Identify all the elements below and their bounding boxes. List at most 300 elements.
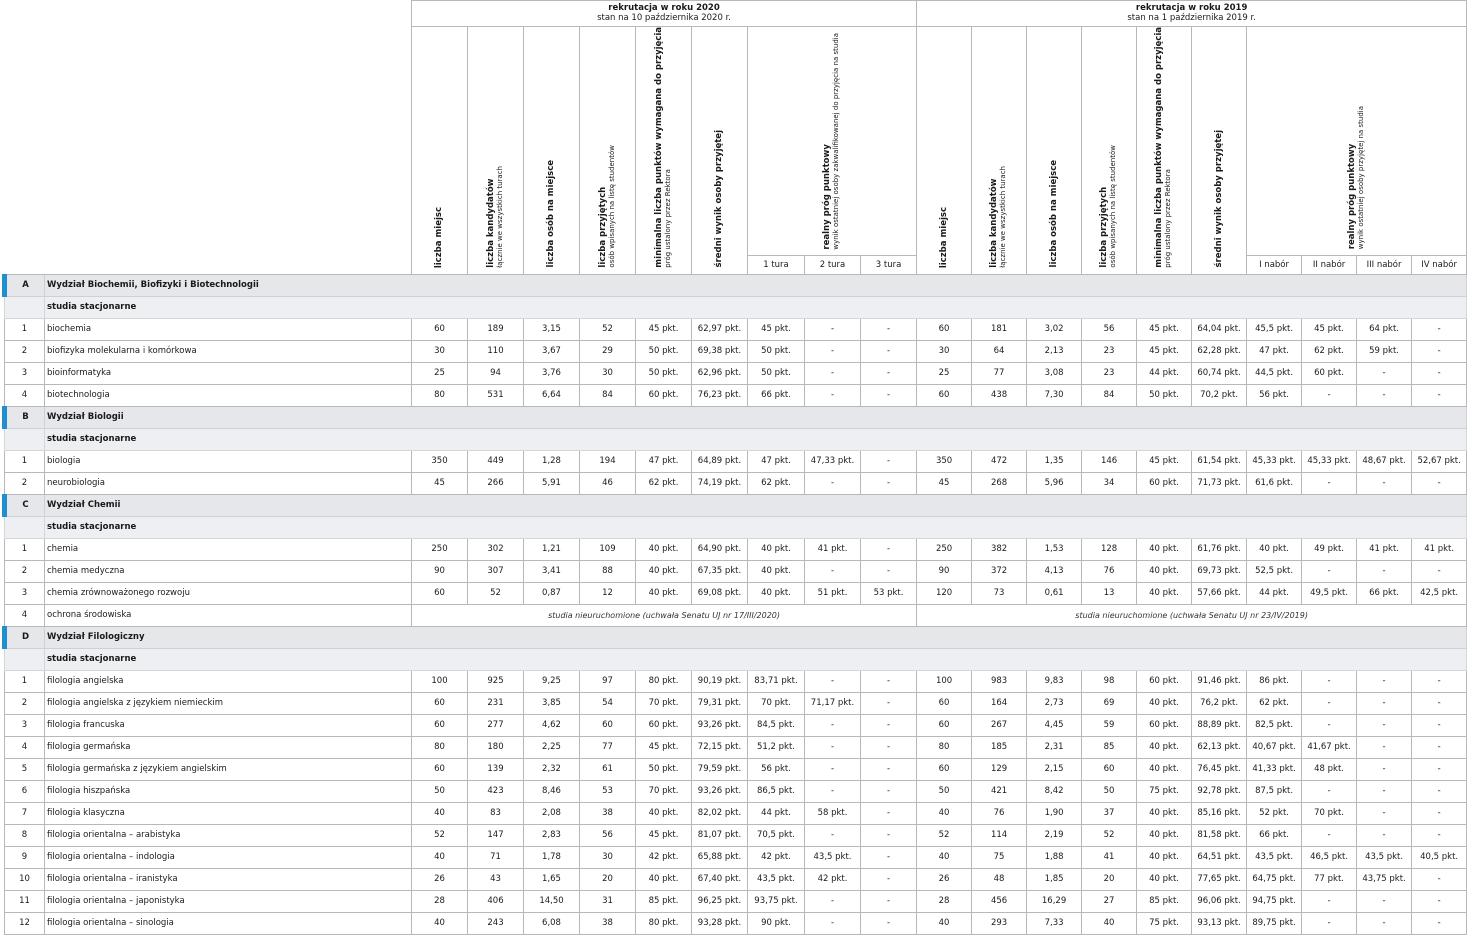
cell-2020: 4,62 — [524, 714, 580, 736]
table-row — [5, 758, 1467, 780]
cell-2020: 70 pkt. — [636, 780, 692, 802]
program-name: filologia orientalna – japonistyka — [45, 890, 412, 912]
cell-2020: 56 pkt. — [748, 758, 805, 780]
cell-2019: - — [1302, 692, 1357, 714]
table-row — [5, 384, 1467, 406]
cell-2019: 37 — [1082, 802, 1137, 824]
cell-2019: - — [1357, 714, 1412, 736]
table-row — [5, 736, 1467, 758]
cell-2020: 84 — [580, 384, 636, 406]
cell-2020: 79,31 pkt. — [692, 692, 748, 714]
cell-2019: 66 pkt. — [1357, 582, 1412, 604]
cell-2020: 30 — [412, 340, 468, 362]
cell-2019: 86 pkt. — [1247, 670, 1302, 692]
cell-2020: 67,35 pkt. — [692, 560, 748, 582]
table-row — [5, 802, 1467, 824]
cell-2020: 45 pkt. — [636, 318, 692, 340]
cell-2019: 50 pkt. — [1137, 384, 1192, 406]
cell-2019: 44,5 pkt. — [1247, 362, 1302, 384]
cell-2019: 64 — [972, 340, 1027, 362]
cell-2019: 48,67 pkt. — [1357, 450, 1412, 472]
cell-2020: 42 pkt. — [805, 868, 861, 890]
program-name: filologia francuska — [45, 714, 412, 736]
cell-2020: - — [861, 714, 917, 736]
cell-2019: 2,31 — [1027, 736, 1082, 758]
cell-2019: 114 — [972, 824, 1027, 846]
tura-header: 3 tura — [861, 256, 917, 274]
cell-2019: 85,16 pkt. — [1192, 802, 1247, 824]
cols2020-col-label — [715, 130, 724, 268]
cell-2019: 77 pkt. — [1302, 868, 1357, 890]
cell-2020: 47,33 pkt. — [805, 450, 861, 472]
cell-2020: - — [861, 340, 917, 362]
cell-2019: 2,13 — [1027, 340, 1082, 362]
program-name: filologia germańska — [45, 736, 412, 758]
cell-2019: 983 — [972, 670, 1027, 692]
program-name: filologia orientalna – iranistyka — [45, 868, 412, 890]
cell-2020: 3,67 — [524, 340, 580, 362]
cell-2019: - — [1357, 802, 1412, 824]
program-name: filologia orientalna – arabistyka — [45, 824, 412, 846]
cell-2019: 64,75 pkt. — [1247, 868, 1302, 890]
cell-2020: 90 pkt. — [748, 912, 805, 934]
cell-2020: 43,5 pkt. — [805, 846, 861, 868]
cell-2019: 93,13 pkt. — [1192, 912, 1247, 934]
cell-2020: 43 — [468, 868, 524, 890]
cell-2019: 9,83 — [1027, 670, 1082, 692]
cell-2019: 40,5 pkt. — [1412, 846, 1467, 868]
table-row — [5, 318, 1467, 340]
table-row — [5, 604, 1467, 626]
cell-2019: 43,75 pkt. — [1357, 868, 1412, 890]
cols2019-col-title: liczba kandydatów — [989, 178, 1000, 268]
cell-2020: - — [861, 868, 917, 890]
cell-2019: 382 — [972, 538, 1027, 560]
cell-2019: 60,74 pkt. — [1192, 362, 1247, 384]
cell-2019: 40 pkt. — [1137, 868, 1192, 890]
cell-2019: 50 — [917, 780, 972, 802]
cell-2019: 4,45 — [1027, 714, 1082, 736]
cell-2019: 61,54 pkt. — [1192, 450, 1247, 472]
cell-2019: - — [1357, 472, 1412, 494]
program-name: filologia germańska z językiem angielskim — [45, 758, 412, 780]
cell-2019: 438 — [972, 384, 1027, 406]
cell-2020: - — [805, 362, 861, 384]
table-row — [5, 912, 1467, 934]
cell-2019: 250 — [917, 538, 972, 560]
cell-2020: 85 pkt. — [636, 890, 692, 912]
cell-2020: - — [805, 758, 861, 780]
cell-2019: 41,67 pkt. — [1302, 736, 1357, 758]
cell-2020: 67,40 pkt. — [692, 868, 748, 890]
cell-2019: 16,29 — [1027, 890, 1082, 912]
nabor-header: II nabór — [1302, 256, 1357, 274]
table-row — [5, 890, 1467, 912]
row-number: 1 — [5, 538, 45, 560]
cell-2019: 42,5 pkt. — [1412, 582, 1467, 604]
cols2020-col-subtitle: łącznie we wszystkich turach — [495, 166, 504, 268]
cols2019-col-title: liczba przyjętych — [1099, 186, 1110, 268]
cell-2020: 38 — [580, 912, 636, 934]
cell-2020: 531 — [468, 384, 524, 406]
cell-2020: - — [805, 318, 861, 340]
cols2020-col-header — [524, 27, 580, 275]
note-2019: studia nieuruchomione (uchwała Senatu UJ nr 23/IV/2019) — [917, 604, 1467, 626]
cell-2020: 40 pkt. — [748, 582, 805, 604]
cell-2020: 52 — [468, 582, 524, 604]
program-name: chemia zrównoważonego rozwoju — [45, 582, 412, 604]
cell-2019: - — [1302, 472, 1357, 494]
program-name: neurobiologia — [45, 472, 412, 494]
cell-2020: - — [861, 318, 917, 340]
cell-2020: 45 pkt. — [748, 318, 805, 340]
cell-2020: 53 — [580, 780, 636, 802]
cell-2019: 43,5 pkt. — [1247, 846, 1302, 868]
cell-2020: 406 — [468, 890, 524, 912]
cols2020-col-header — [412, 27, 468, 275]
cols2020-col-title: liczba kandydatów — [485, 178, 496, 268]
cell-2020: 51,2 pkt. — [748, 736, 805, 758]
recruitment-table — [2, 0, 1467, 935]
cell-2020: 189 — [468, 318, 524, 340]
row-number: 8 — [5, 824, 45, 846]
header-2019-title: rekrutacja w roku 2019 — [1135, 3, 1248, 13]
cell-2020: 6,08 — [524, 912, 580, 934]
nabor-header: III nabór — [1357, 256, 1412, 274]
cell-2020: 96,25 pkt. — [692, 890, 748, 912]
cell-2019: 49,5 pkt. — [1302, 582, 1357, 604]
cell-2020: 30 — [580, 846, 636, 868]
cell-2019: 23 — [1082, 340, 1137, 362]
program-name: bioinformatyka — [45, 362, 412, 384]
cell-2020: - — [861, 560, 917, 582]
cell-2020: 40 pkt. — [636, 802, 692, 824]
program-name: biologia — [45, 450, 412, 472]
cell-2020: 6,64 — [524, 384, 580, 406]
row-number: 3 — [5, 714, 45, 736]
cols2020-col-title: liczba miejsc — [434, 206, 444, 268]
program-name: filologia klasyczna — [45, 802, 412, 824]
cell-2019: 62,28 pkt. — [1192, 340, 1247, 362]
cell-2019: 62 pkt. — [1302, 340, 1357, 362]
study-mode-row — [5, 648, 1467, 670]
header-2020 — [412, 1, 917, 27]
cell-2020: 90 — [412, 560, 468, 582]
cell-2020: 61 — [580, 758, 636, 780]
cell-2020: 40 pkt. — [748, 538, 805, 560]
cell-2019: 40 pkt. — [1137, 802, 1192, 824]
cell-2020: - — [861, 824, 917, 846]
cell-2020: 71 — [468, 846, 524, 868]
study-mode-blank — [5, 648, 45, 670]
cell-2020: 62 pkt. — [636, 472, 692, 494]
cell-2019: 5,96 — [1027, 472, 1082, 494]
cell-2020: 20 — [580, 868, 636, 890]
cell-2019: - — [1302, 560, 1357, 582]
cell-2020: 110 — [468, 340, 524, 362]
cols2020-col-title: liczba osób na miejsce — [546, 160, 556, 268]
cell-2019: 2,19 — [1027, 824, 1082, 846]
cols2020-col-label — [823, 33, 841, 250]
program-name: ochrona środowiska — [45, 604, 412, 626]
cell-2019: - — [1412, 714, 1467, 736]
cell-2019: - — [1357, 692, 1412, 714]
cell-2020: 243 — [468, 912, 524, 934]
cell-2019: 60 — [917, 758, 972, 780]
row-number: 9 — [5, 846, 45, 868]
tura-header: 1 tura — [748, 256, 805, 274]
cell-2019: 69 — [1082, 692, 1137, 714]
cell-2020: 100 — [412, 670, 468, 692]
faculty-title: Wydział Filologiczny — [45, 626, 1467, 648]
cell-2020: - — [861, 780, 917, 802]
cell-2020: 40 — [412, 802, 468, 824]
cell-2019: 456 — [972, 890, 1027, 912]
cols2019-col-title: minimalna liczba punktów wymagana do przyjęcia — [1154, 27, 1165, 268]
cell-2019: - — [1357, 736, 1412, 758]
cell-2019: 52,5 pkt. — [1247, 560, 1302, 582]
table-row — [5, 472, 1467, 494]
row-number: 1 — [5, 670, 45, 692]
cols2020-col-header — [580, 27, 636, 275]
cell-2019: 46,5 pkt. — [1302, 846, 1357, 868]
cell-2019: 61,6 pkt. — [1247, 472, 1302, 494]
row-number: 4 — [5, 384, 45, 406]
cell-2020: - — [805, 560, 861, 582]
cell-2020: - — [805, 780, 861, 802]
cell-2019: 1,53 — [1027, 538, 1082, 560]
cell-2020: 90,19 pkt. — [692, 670, 748, 692]
cell-2020: 93,28 pkt. — [692, 912, 748, 934]
cell-2019: 41 pkt. — [1412, 538, 1467, 560]
cell-2020: 93,75 pkt. — [748, 890, 805, 912]
cell-2020: 9,25 — [524, 670, 580, 692]
cell-2020: 8,46 — [524, 780, 580, 802]
cell-2020: - — [861, 472, 917, 494]
cell-2020: 72,15 pkt. — [692, 736, 748, 758]
cell-2019: 1,35 — [1027, 450, 1082, 472]
cell-2020: 93,26 pkt. — [692, 780, 748, 802]
cell-2019: 89,75 pkt. — [1247, 912, 1302, 934]
cols2020-col-title: średni wynik osoby przyjętej — [714, 130, 724, 268]
cell-2020: 77 — [580, 736, 636, 758]
cell-2019: 25 — [917, 362, 972, 384]
cell-2020: 62 pkt. — [748, 472, 805, 494]
cell-2019: 13 — [1082, 582, 1137, 604]
cell-2019: - — [1357, 890, 1412, 912]
cell-2019: 27 — [1082, 890, 1137, 912]
cell-2019: 40 pkt. — [1247, 538, 1302, 560]
cell-2019: 52 — [1082, 824, 1137, 846]
faculty-letter: B — [5, 406, 45, 428]
cell-2019: 40 pkt. — [1137, 582, 1192, 604]
cell-2019: 91,46 pkt. — [1192, 670, 1247, 692]
cell-2020: - — [805, 714, 861, 736]
tura-header: 2 tura — [805, 256, 861, 274]
cell-2019: 40 — [917, 802, 972, 824]
cell-2020: 53 pkt. — [861, 582, 917, 604]
cell-2019: 61,76 pkt. — [1192, 538, 1247, 560]
cell-2020: 42 pkt. — [748, 846, 805, 868]
cell-2020: 66 pkt. — [748, 384, 805, 406]
cell-2019: 47 pkt. — [1247, 340, 1302, 362]
cell-2019: 164 — [972, 692, 1027, 714]
cell-2019: 64,51 pkt. — [1192, 846, 1247, 868]
faculty-row — [5, 406, 1467, 428]
cell-2019: 268 — [972, 472, 1027, 494]
cell-2020: 47 pkt. — [748, 450, 805, 472]
cell-2019: - — [1357, 560, 1412, 582]
cell-2020: 70 pkt. — [636, 692, 692, 714]
cell-2019: 181 — [972, 318, 1027, 340]
cell-2019: 52 pkt. — [1247, 802, 1302, 824]
cell-2019: - — [1357, 824, 1412, 846]
cell-2020: 449 — [468, 450, 524, 472]
cell-2020: - — [861, 758, 917, 780]
faculty-title: Wydział Chemii — [45, 494, 1467, 516]
cell-2019: 40 — [1082, 912, 1137, 934]
cell-2020: 58 pkt. — [805, 802, 861, 824]
cell-2019: - — [1357, 758, 1412, 780]
cell-2020: 307 — [468, 560, 524, 582]
cell-2020: - — [805, 340, 861, 362]
cell-2019: - — [1412, 868, 1467, 890]
cell-2019: 70 pkt. — [1302, 802, 1357, 824]
cell-2019: - — [1412, 802, 1467, 824]
cell-2020: 231 — [468, 692, 524, 714]
cell-2019: 62 pkt. — [1247, 692, 1302, 714]
cell-2020: 3,85 — [524, 692, 580, 714]
cell-2019: 120 — [917, 582, 972, 604]
cell-2019: 82,5 pkt. — [1247, 714, 1302, 736]
cell-2020: - — [805, 824, 861, 846]
cell-2019: - — [1412, 318, 1467, 340]
cell-2020: - — [861, 670, 917, 692]
cols2020-col-subtitle: próg ustalony przez Rektora — [663, 169, 672, 268]
cell-2019: 2,73 — [1027, 692, 1082, 714]
cell-2019: 41 — [1082, 846, 1137, 868]
cols2020-col-header — [468, 27, 524, 275]
study-mode-blank — [5, 428, 45, 450]
cell-2019: 76 — [972, 802, 1027, 824]
cell-2020: 180 — [468, 736, 524, 758]
note-2020: studia nieuruchomione (uchwała Senatu UJ nr 17/III/2020) — [412, 604, 917, 626]
row-number: 2 — [5, 692, 45, 714]
row-number: 4 — [5, 736, 45, 758]
cols2019-col-subtitle: łącznie we wszystkich turach — [999, 166, 1008, 268]
table-row — [5, 582, 1467, 604]
cell-2020: 194 — [580, 450, 636, 472]
cell-2019: 84 — [1082, 384, 1137, 406]
cell-2019: - — [1412, 736, 1467, 758]
row-number: 4 — [5, 604, 45, 626]
cell-2019: 8,42 — [1027, 780, 1082, 802]
cell-2020: 139 — [468, 758, 524, 780]
cell-2019: 76 — [1082, 560, 1137, 582]
cell-2020: 2,32 — [524, 758, 580, 780]
program-name: biochemia — [45, 318, 412, 340]
cols2019-col-title: liczba osób na miejsce — [1048, 160, 1059, 268]
cell-2019: 45,33 pkt. — [1302, 450, 1357, 472]
cell-2020: - — [861, 384, 917, 406]
cols2019-col-subtitle: wynik ostatniej osoby przyjętej na studia — [1356, 106, 1365, 250]
cols2019-col-subtitle: osób wpisanych na listę studentów — [1109, 145, 1118, 268]
cell-2020: 26 — [412, 868, 468, 890]
cell-2019: 100 — [917, 670, 972, 692]
cell-2019: 49 pkt. — [1302, 538, 1357, 560]
cell-2020: 62,97 pkt. — [692, 318, 748, 340]
cell-2019: 40 pkt. — [1137, 846, 1192, 868]
cols2020-col-title: realny próg punktowy — [822, 143, 833, 250]
cell-2020: 147 — [468, 824, 524, 846]
cols2019-col-label — [1348, 106, 1366, 249]
cols2020-col-subtitle: wynik ostatniej osoby zakwalifikowanej do przyjęcia na studia — [832, 32, 841, 250]
faculty-letter: C — [5, 494, 45, 516]
cell-2020: - — [861, 802, 917, 824]
cell-2020: 60 pkt. — [636, 384, 692, 406]
cell-2020: 46 — [580, 472, 636, 494]
cell-2020: 40 pkt. — [748, 560, 805, 582]
cell-2020: 52 — [412, 824, 468, 846]
cols2020-col-header — [692, 27, 748, 275]
cell-2019: - — [1412, 384, 1467, 406]
cell-2019: 350 — [917, 450, 972, 472]
cell-2020: 64,90 pkt. — [692, 538, 748, 560]
cell-2020: 25 — [412, 362, 468, 384]
header-blank — [5, 1, 412, 275]
cell-2020: - — [861, 362, 917, 384]
cell-2020: 40 — [412, 912, 468, 934]
table-row — [5, 824, 1467, 846]
cell-2019: 44 pkt. — [1137, 362, 1192, 384]
cell-2020: 277 — [468, 714, 524, 736]
cell-2019: - — [1412, 758, 1467, 780]
cols2019-col-header — [972, 27, 1027, 275]
cell-2019: 41,33 pkt. — [1247, 758, 1302, 780]
cell-2020: 266 — [468, 472, 524, 494]
cell-2019: - — [1302, 714, 1357, 736]
row-number: 3 — [5, 582, 45, 604]
cell-2020: - — [861, 890, 917, 912]
cell-2020: 86,5 pkt. — [748, 780, 805, 802]
cols2020-col-label — [655, 27, 673, 268]
cell-2019: 45,33 pkt. — [1247, 450, 1302, 472]
faculty-row — [5, 626, 1467, 648]
row-number: 11 — [5, 890, 45, 912]
faculty-row — [5, 494, 1467, 516]
study-mode-label: studia stacjonarne — [45, 296, 1467, 318]
cell-2020: 50 pkt. — [636, 362, 692, 384]
cell-2019: 60 pkt. — [1137, 670, 1192, 692]
cell-2019: 60 — [917, 318, 972, 340]
cell-2020: 50 — [412, 780, 468, 802]
cell-2020: 65,88 pkt. — [692, 846, 748, 868]
cell-2020: 925 — [468, 670, 524, 692]
cell-2019: 52 — [917, 824, 972, 846]
cell-2020: 81,07 pkt. — [692, 824, 748, 846]
cell-2020: 2,25 — [524, 736, 580, 758]
cell-2020: 40 pkt. — [636, 868, 692, 890]
cell-2020: 45 pkt. — [636, 824, 692, 846]
cell-2020: - — [805, 384, 861, 406]
cell-2020: 3,15 — [524, 318, 580, 340]
study-mode-row — [5, 296, 1467, 318]
cell-2019: 76,45 pkt. — [1192, 758, 1247, 780]
row-number: 10 — [5, 868, 45, 890]
header-2020-sub: stan na 10 października 2020 r. — [597, 13, 731, 23]
study-mode-row — [5, 516, 1467, 538]
cell-2019: 85 — [1082, 736, 1137, 758]
